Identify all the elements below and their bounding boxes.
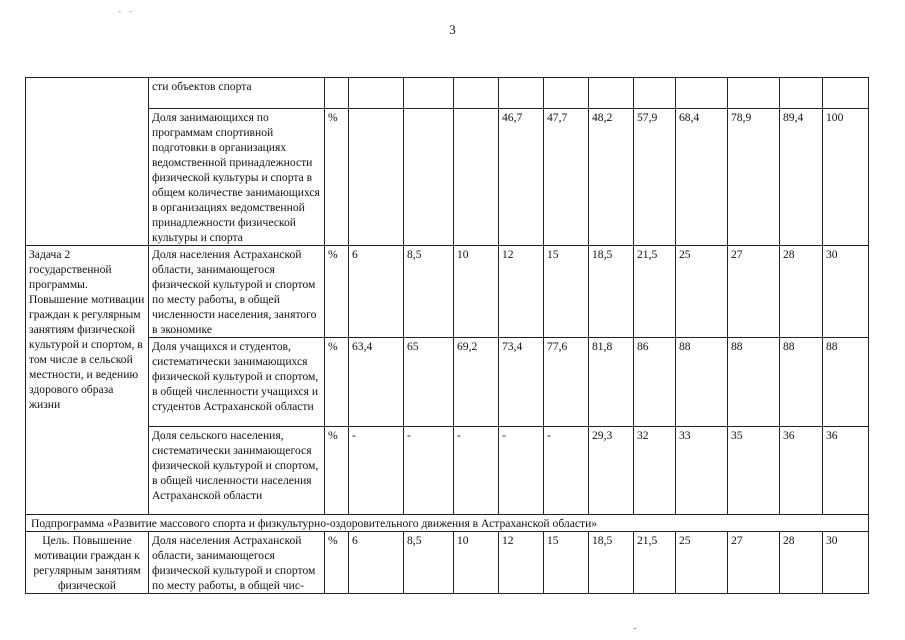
value-cell: 27 — [728, 532, 780, 594]
value-cell — [454, 109, 499, 246]
value-cell — [728, 78, 780, 109]
value-cell: 28 — [780, 246, 823, 338]
unit-cell: % — [325, 109, 349, 246]
value-cell: 15 — [544, 246, 589, 338]
value-cell: 25 — [676, 532, 728, 594]
task-cell-continuation — [26, 78, 149, 246]
value-cell: 32 — [634, 427, 676, 515]
indicator-cell: сти объектов спорта — [149, 78, 325, 109]
value-cell: 18,5 — [589, 532, 634, 594]
value-cell — [404, 78, 454, 109]
value-cell: - — [349, 427, 404, 515]
value-cell: 86 — [634, 338, 676, 427]
table-row — [26, 246, 869, 338]
value-cell — [349, 78, 404, 109]
value-cell: 6 — [349, 246, 404, 338]
value-cell: 81,8 — [589, 338, 634, 427]
value-cell: 10 — [454, 532, 499, 594]
value-cell — [349, 109, 404, 246]
value-cell: 30 — [823, 246, 869, 338]
value-cell — [634, 78, 676, 109]
table-row — [26, 427, 869, 515]
value-cell — [780, 78, 823, 109]
value-cell: 73,4 — [499, 338, 544, 427]
table-row — [26, 78, 869, 109]
value-cell: 10 — [454, 246, 499, 338]
value-cell: 88 — [728, 338, 780, 427]
value-cell: 15 — [544, 532, 589, 594]
goal-cell: Цель. Повышение мотивации граждан к регулярным занятиям физической — [26, 532, 149, 594]
unit-cell: % — [325, 427, 349, 515]
value-cell: 35 — [728, 427, 780, 515]
value-cell: 68,4 — [676, 109, 728, 246]
value-cell: 28 — [780, 532, 823, 594]
value-cell: 30 — [823, 532, 869, 594]
value-cell — [823, 78, 869, 109]
value-cell: 57,9 — [634, 109, 676, 246]
value-cell — [404, 109, 454, 246]
value-cell: 88 — [823, 338, 869, 427]
value-cell: 8,5 — [404, 532, 454, 594]
indicator-cell: Доля учащихся и студентов, систематически занимающихся физической культурой и спортом, в общей численности учащихся и студентов Астраханской области — [149, 338, 325, 427]
value-cell: 6 — [349, 532, 404, 594]
value-cell — [676, 78, 728, 109]
value-cell: 63,4 — [349, 338, 404, 427]
value-cell: 88 — [676, 338, 728, 427]
table-row — [26, 532, 869, 594]
value-cell: 36 — [780, 427, 823, 515]
value-cell: 29,3 — [589, 427, 634, 515]
subprogram-title: Подпрограмма «Развитие массового спорта и физкультурно-оздоровительного движения в Астраханской области» — [26, 515, 869, 532]
task-cell: Задача 2 государственной программы. Повышение мотивации граждан к регулярным занятиям физической культурой и спортом, в том числе в сельской местности, и ведению здорового образа жизни — [26, 246, 149, 515]
value-cell: 12 — [499, 246, 544, 338]
value-cell: 89,4 — [780, 109, 823, 246]
value-cell: 8,5 — [404, 246, 454, 338]
indicator-cell: Доля сельского населения, систематически занимающегося физической культурой и спортом, в общей численности населения Астраханской области — [149, 427, 325, 515]
value-cell: 21,5 — [634, 246, 676, 338]
value-cell — [589, 78, 634, 109]
value-cell: 100 — [823, 109, 869, 246]
indicator-cell: Доля населения Астраханской области, занимающегося физической культурой и спортом по месту работы, в общей чис- — [149, 532, 325, 594]
table-row — [26, 109, 869, 246]
value-cell: 36 — [823, 427, 869, 515]
value-cell: 25 — [676, 246, 728, 338]
scan-dot — [634, 628, 636, 629]
value-cell: 46,7 — [499, 109, 544, 246]
indicators-table — [25, 77, 869, 594]
value-cell: 69,2 — [454, 338, 499, 427]
value-cell: 77,6 — [544, 338, 589, 427]
value-cell: 33 — [676, 427, 728, 515]
value-cell: 65 — [404, 338, 454, 427]
value-cell: 47,7 — [544, 109, 589, 246]
unit-cell: % — [325, 338, 349, 427]
page-number: 3 — [449, 22, 456, 37]
value-cell: - — [499, 427, 544, 515]
table-row — [26, 338, 869, 427]
value-cell — [499, 78, 544, 109]
value-cell: 27 — [728, 246, 780, 338]
value-cell — [544, 78, 589, 109]
value-cell: 21,5 — [634, 532, 676, 594]
value-cell — [454, 78, 499, 109]
value-cell: 88 — [780, 338, 823, 427]
value-cell: - — [544, 427, 589, 515]
scan-mark: - - — [118, 6, 136, 16]
value-cell: - — [454, 427, 499, 515]
value-cell: 78,9 — [728, 109, 780, 246]
indicator-cell: Доля занимающихся по программам спортивной подготовки в организациях ведомственной принадлежности физической культуры и спорта в общем количестве занимающихся в организациях ведомственной принадлежности физической культуры и спорта — [149, 109, 325, 246]
value-cell: - — [404, 427, 454, 515]
table-row — [26, 515, 869, 532]
unit-cell: % — [325, 532, 349, 594]
unit-cell — [325, 78, 349, 109]
value-cell: 18,5 — [589, 246, 634, 338]
value-cell: 48,2 — [589, 109, 634, 246]
indicator-cell: Доля населения Астраханской области, занимающегося физической культурой и спортом по месту работы, в общей численности населения, занятого в экономике — [149, 246, 325, 338]
unit-cell: % — [325, 246, 349, 338]
value-cell: 12 — [499, 532, 544, 594]
